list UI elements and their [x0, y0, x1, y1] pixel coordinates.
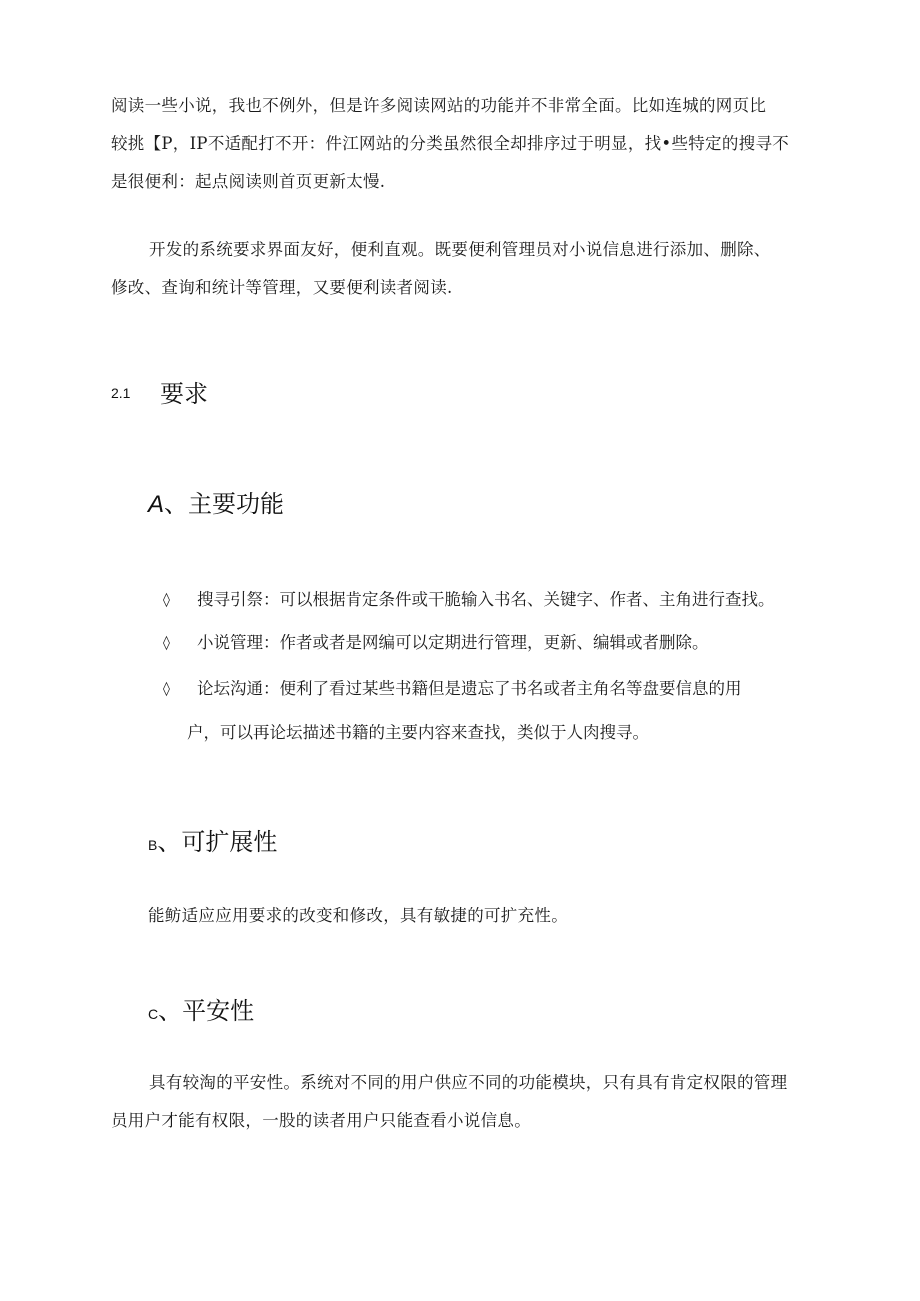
subsection-b-prefix: B [148, 837, 158, 853]
subsection-c-title: 、平安性 [158, 997, 255, 1025]
subsection-a-heading [148, 484, 284, 519]
intro-line-2: 较挑【P，IP不适配打不开：件江网站的分类虽然很全却排序过于明显，找•些特定的搜寻不 [111, 134, 790, 153]
subsection-c-body [111, 1064, 787, 1140]
subsection-c-prefix: C [148, 1006, 159, 1022]
intro-line-1: 阅读一些小说，我也不例外，但是许多阅读网站的功能并不非常全面。比如连城的网页比 [111, 96, 767, 115]
bullet-search-text [197, 578, 775, 622]
bullet-search-line: 搜寻引祭：可以根据肯定条件或干脆输入书名、关键字、作者、主角进行查找。 [197, 590, 775, 609]
subsection-b-body [148, 897, 568, 935]
requirements-line-2: 修改、查询和统计等管理，又要便利读者阅读. [111, 278, 453, 297]
bullet-management-line: 小说管理：作者或者是网编可以定期进行管理，更新、编辑或者删除。 [197, 633, 709, 652]
subsection-b-title: 、可扩展性 [157, 828, 278, 856]
intro-paragraph [111, 87, 789, 201]
intro-line-3: 是很便利：起点阅读则首页更新太慢. [111, 172, 386, 191]
section-number: 2.1 [111, 385, 131, 401]
bullet-forum-line-1: 论坛沟通：便利了看过某些书籍但是遗忘了书名或者主角名等盘要信息的用 [197, 679, 742, 698]
bullet-management-text [197, 621, 709, 665]
subsection-a-prefix: A [148, 491, 165, 518]
diamond-bullet-icon: ◊ [163, 592, 170, 608]
requirements-paragraph [111, 231, 771, 307]
section-title: 要求 [160, 380, 208, 408]
diamond-bullet-icon: ◊ [163, 681, 170, 697]
bullet-forum-line-2: 户，可以再论坛描述书籍的主要内容来查找，类似于人肉搜寻。 [187, 723, 649, 742]
subsection-c-line-2: 员用户才能有权限，一股的读者用户只能查看小说信息。 [111, 1111, 531, 1130]
subsection-c-heading [148, 991, 254, 1026]
subsection-c-line-1: 具有较淘的平安性。系统对不同的用户供应不同的功能模块，只有具有肯定权限的管理 [149, 1073, 788, 1092]
subsection-b-heading [148, 822, 277, 857]
bullet-forum-text [187, 667, 742, 755]
subsection-a-title: 、主要功能 [164, 490, 285, 518]
diamond-bullet-icon: ◊ [163, 635, 170, 651]
requirements-line-1: 开发的系统要求界面友好，便利直观。既要便利管理员对小说信息进行添加、删除、 [149, 240, 771, 259]
subsection-b-line: 能鲂适应应用要求的改变和修改，具有敏捷的可扩充性。 [148, 906, 568, 925]
